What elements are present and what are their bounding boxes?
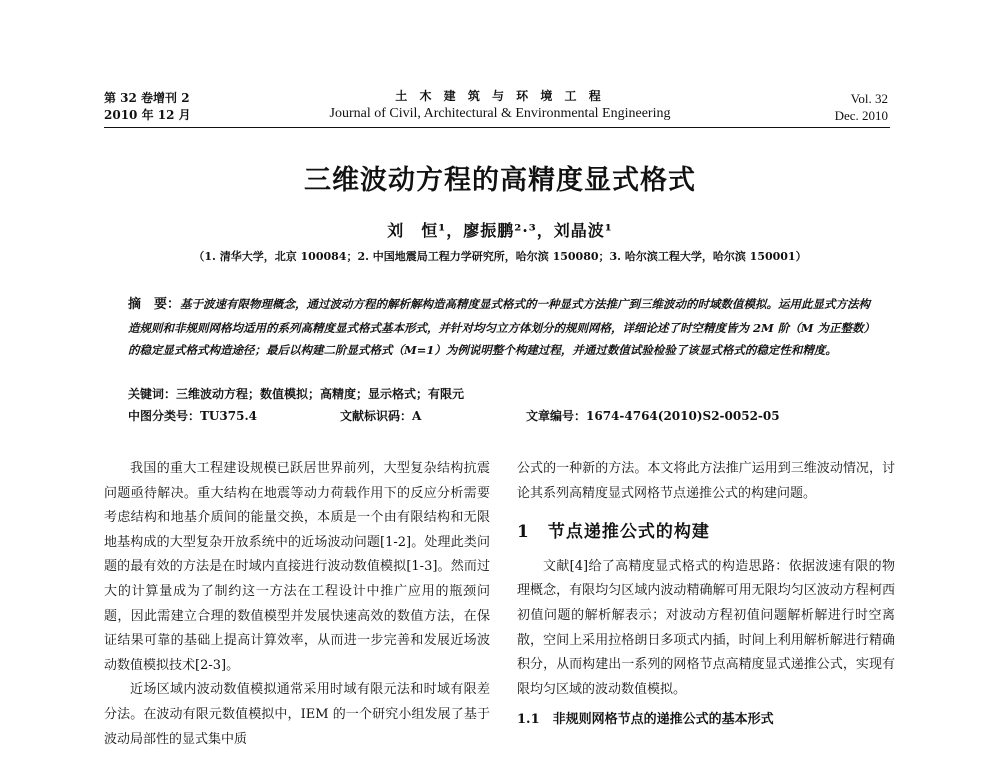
- authors: 刘 恒¹，廖振鹏²·³，刘晶波¹: [387, 221, 613, 240]
- body-right-column: [517, 457, 895, 733]
- journal-name-cn: 土 木 建 筑 与 环 境 工 程: [395, 89, 605, 103]
- affiliations: （1. 清华大学，北京 100084；2. 中国地震局工程力学研究所，哈尔滨 150080；3. 哈尔滨工程大学，哈尔滨 150001）: [193, 250, 807, 263]
- keywords-text: 三维波动方程；数值模拟；高精度；显示格式；有限元: [176, 387, 465, 401]
- abstract-label: 摘 要：: [128, 297, 181, 312]
- keywords: [128, 383, 878, 405]
- journal-name-en: Journal of Civil, Architectural & Environmental Engineering: [329, 106, 671, 121]
- paragraph: 我国的重大工程建设规模已跃居世界前列，大型复杂结构抗震问题亟待解决。重大结构在地震等动力荷载作用下的反应分析需要考虑结构和地基介质间的能量交换，本质是一个由有限结构和无限地基构成的大型复杂开放系统中的近场波动问题[1-2]。处理此类问题的最有效的方法是在时域内直接进行波动数值模拟[1-3]。然而过大的计算量成为了制约这一方法在工程设计中推广应用的瓶颈问题，因此需建立合理的数值模型并发展快速高效的数值方法，在保证结果可靠的基础上提高计算效率，从而进一步完善和发展近场波动数值模拟技术[2-3]。: [104, 461, 490, 673]
- abstract: [128, 293, 878, 362]
- header-rule: [104, 127, 890, 128]
- clc-number: 中图分类号：TU375.4: [128, 409, 257, 423]
- subsection-heading: 1.1 非规则网格节点的递推公式的基本形式: [517, 712, 774, 728]
- paper-title: 三维波动方程的高精度显式格式: [304, 165, 696, 196]
- volume-date-en: [835, 90, 888, 124]
- date-en: Dec. 2010: [834, 108, 888, 123]
- volume-cn: 第 32 卷增刊 2: [104, 91, 190, 105]
- body-left-column: [104, 457, 490, 752]
- abstract-text: 基于波速有限物理概念，通过波动方程的解析解构造高精度显式格式的一种显式方法推广到三维波动的时域数值模拟。运用此显式方法构造规则和非规则网格均适用的系列高精度显式格式基本形式，并针对均匀立方体划分的规则网格，详细论述了时空精度皆为 2M 阶（M 为正整数）的稳定显式格式构造途径；最后以构建二阶显式格式（M=1）为例说明整个构建过程，并通过数值试验检验了该显式格式的稳定性和精度。: [128, 297, 875, 357]
- paragraph: 文献[4]给了高精度显式格式的构造思路：依据波速有限的物理概念，有限均匀区域内波动精确解可用无限均匀区波动方程柯西初值问题的解析解表示；对波动方程初值问题解析解进行时空离散，空间上采用拉格朗日多项式内插，时间上利用解析解进行精确积分，从而构建出一系列的网格节点高精度显式递推公式，实现有限均匀区域的波动数值模拟。: [517, 558, 895, 697]
- keywords-label: 关键词：: [128, 387, 177, 401]
- article-number: 文章编号：1674-4764(2010)S2-0052-05: [526, 409, 780, 423]
- volume-en: Vol. 32: [850, 91, 888, 106]
- document-code: 文献标识码：A: [340, 409, 422, 423]
- paragraph: 公式的一种新的方法。本文将此方法推广运用到三维波动情况，讨论其系列高精度显式网格节点递推公式的构建问题。: [517, 461, 895, 501]
- section-heading: 1 节点递推公式的构建: [517, 522, 710, 543]
- date-cn: 2010 年 12 月: [104, 108, 191, 122]
- paragraph: 近场区域内波动数值模拟通常采用时域有限元法和时域有限差分法。在波动有限元数值模拟中，IEM 的一个研究小组发展了基于波动局部性的显式集中质: [104, 682, 490, 747]
